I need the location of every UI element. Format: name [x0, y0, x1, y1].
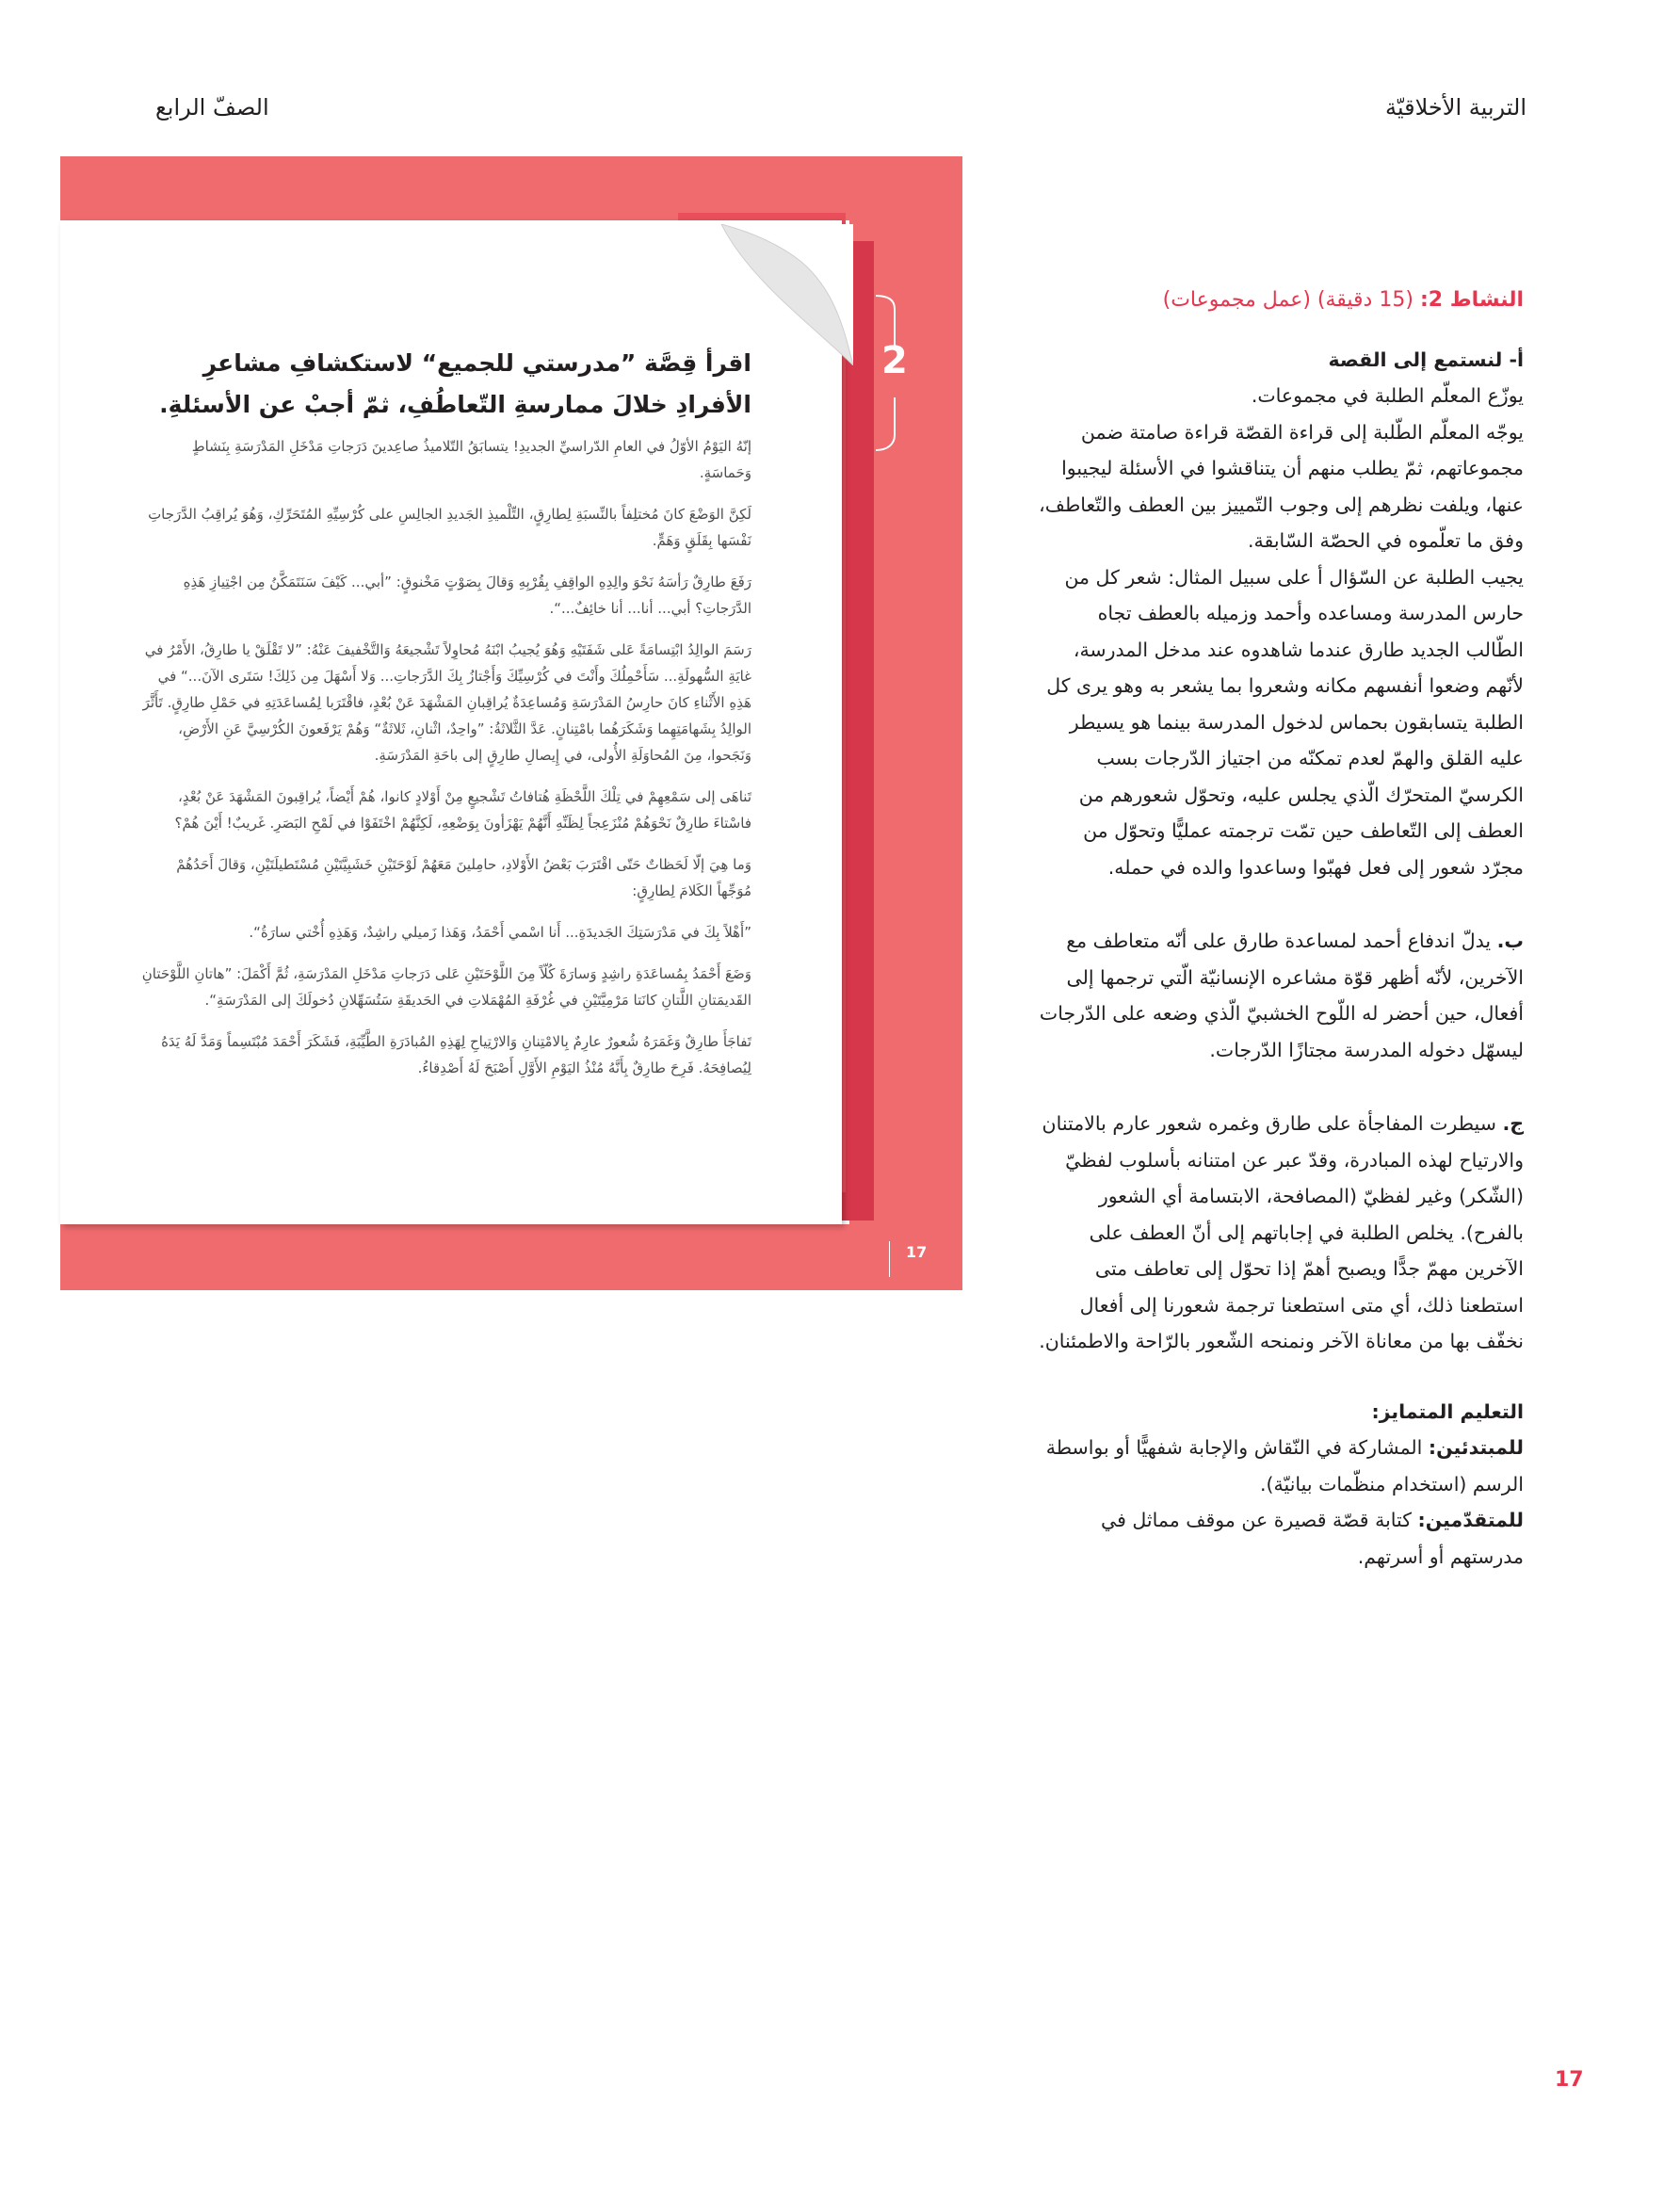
story-paragraph: رَسَمَ الوالِدُ ابْتِسامَةً عَلى شَفَتَيْهِ وَهُوَ يُجيبُ ابْنَهُ مُحاوِلاً تَشْجيعَهُ وَالتَّخْفيفَ عَنْهُ: ”لا تَقْلَقْ يا طارِقُ، الأَمْرُ في غايَةِ السُّهولَةِ... سَأَحْمِلُكَ وأَنْتَ في كُرْسِيِّكَ وَأَجْتازُ بِكَ الدَّرَجاتِ... وَلا أَسْهَلَ مِن ذَلِكَ! سَتَرى الآنَ...“ في هَذِهِ الأَثْناءِ كانَ حارِسُ المَدْرَسَةِ وَمُساعِدَةٌ يُراقِبانِ المَشْهَدَ عَنْ بُعْدٍ، فاقْتَرَبا لِمُساعَدَتِهِ في حَمْلِ طارِقٍ. تَأَثَّرَ الوالِدُ بِشَهامَتِهِما وَشَكَرَهُما بامْتِنانٍ. عَدَّ الثَّلاثَةُ: ”واحِدٌ، اثْنانِ، ثَلاثَةٌ“ وَهُمْ يَرْفَعونَ الكُرْسِيَّ عَنِ الأَرْضِ، وَنَجَحوا، مِنَ المُحاوَلَةِ الأُولى، في إِيصالِ طارِقٍ إلى باحَةِ المَدْرَسَةِ.: [142, 641, 751, 764]
section-c-text: سيطرت المفاجأة على طارق وغمره شعور عارم بالامتنان والارتياح لهذه المبادرة، وقدّ عبر عن امتنانه بأسلوب لفظيّ (الشّكر) وغير لفظيّ (المصافحة، الابتسامة أي الشعور بالفرح). يخلص الطلبة في إجاباتهم إلى أنّ العطف على الآخرين مهمّ جدًّا ويصبح أهمّ إذا تحوّل إلى تعاطف متى استطعنا ذلك، أي متى استطعنا ترجمة شعورنا إلى أفعال نخفّف بها من معاناة الآخر ونمنحه الشّعور بالرّاحة والاطمئنان.: [1039, 1112, 1524, 1352]
advanced-text: كتابة قصّة قصيرة عن موقف مماثل في مدرستهم أو أسرتهم.: [1101, 1509, 1524, 1568]
activity-duration: (15 دقيقة) (عمل مجموعات): [1162, 288, 1420, 312]
story-paragraph: ”أَهْلاً بِكَ في مَدْرَسَتِكَ الجَديدَةِ... أَنا اسْمي أَحْمَدُ، وَهَذا زَميلي راشِدٌ، وَهَذِهِ أُخْتي سارَةُ“.: [249, 924, 751, 941]
lesson-number: 2: [881, 339, 908, 382]
book-title: اقرأ قِصَّة ”مدرستي للجميع“ لاستكشافِ مشاعرِ الأفرادِ خلالَ ممارسةِ التّعاطُفِ، ثمّ أجبْ عن الأسئلةِ.: [159, 349, 751, 418]
activity-label: النشاط 2:: [1419, 288, 1524, 312]
section-a-title: أ- لنستمع إلى القصة: [1328, 348, 1524, 371]
page-number: 17: [1555, 2068, 1584, 2092]
story-paragraph: إنّهُ اليَوْمُ الأوّلُ في العامِ الدّراسيِّ الجديدِ! يتسابَقُ التّلاميذُ صاعِدينَ دَرَجاتِ مَدْخَلِ المَدْرَسَةِ بِنَشاطٍ وَحَماسَةٍ.: [191, 438, 751, 481]
section-b-label: ب.: [1496, 930, 1524, 952]
teacher-guide: [1036, 283, 1524, 1575]
section-c: [1036, 1106, 1524, 1360]
story-text: [139, 433, 751, 1096]
story-paragraph: لَكِنَّ الوَضْعَ كانَ مُختلِفاً بالنِّسبَةِ لِطارِقٍ، التِّلْميذِ الجَديدِ الجالِسِ على كُرْسِيِّهِ المُتَحَرِّكِ، وَهُوَ يُراقِبُ الدَّرَجاتِ نَفْسَها بِقَلَقٍ وَهَمٍّ.: [148, 506, 751, 549]
section-c-label: ج.: [1502, 1112, 1524, 1135]
story-paragraph: تَفاجَأَ طارِقٌ وَغَمَرَهُ شُعورٌ عارِمٌ بِالامْتِنانِ وَالارْتِياحِ لِهَذِهِ المُبادَرَةِ الطَّيِّبَةِ، فَشَكَرَ أَحْمَدَ مُبْتَسِماً وَمَدَّ لَهُ يَدَهُ لِيُصافِحَهُ. فَرِحَ طارِقٌ بِأَنَّهُ مُنْذُ اليَوْمِ الأَوَّلِ أَصْبَحَ لَهُ أَصْدِقاءُ.: [161, 1033, 751, 1076]
section-b: [1036, 923, 1524, 1068]
story-paragraph: رَفَعَ طارِقٌ رَأسَهُ نَحْوَ والِدِهِ الواقِفِ بِقُرْبِهِ وَقالَ بِصَوْتٍ مَخْنوقٍ: ”أبي... كَيْفَ سَنَتَمَكَّنُ مِن اجْتِيازِ هَذِهِ الدَّرَجاتِ؟ أبي... أنا... أنا خائِفٌ...“.: [183, 574, 751, 617]
story-paragraph: تَناهَى إلى سَمْعِهِمْ في تِلْكَ اللَّحْظَةِ هُتافاتُ تَشْجيعٍ مِنْ أَوْلادٍ كانوا، هُمْ أَيْضاً، يُراقِبونَ المَشْهَدَ عَنْ بُعْدٍ، فاسْتاءَ طارِقٌ نَحْوَهُمْ مُنْزَعِجاً لِظَنِّهِ أَنَّهُمْ يَهْزَأونَ بِوَضْعِهِ، لَكِنَّهُمْ اخْتَفَوْا في لَمْحِ البَصَرِ. غَريبٌ! أَيْنَ هُمْ؟: [174, 788, 751, 832]
book-page-divider: [889, 1241, 890, 1277]
activity-title: [1036, 283, 1524, 319]
story-paragraph: وَما هِيَ إلّا لَحَظاتٌ حَتّى اقْتَرَبَ بَعْضُ الأَوْلادِ، حامِلينَ مَعَهُمْ لَوْحَتَيْنِ خَشَبِيَّتَيْنِ مُسْتَطيلَتَيْنِ، وَقالَ أَحَدُهُمْ مُوَجِّهاً الكَلامَ لِطارِقٍ:: [176, 856, 751, 899]
beginners-text: المشاركة في النّقاش والإجابة شفهيًّا أو بواسطة الرسم (استخدام منظّمات بيانيّة).: [1045, 1436, 1524, 1496]
section-a-line: يجيب الطلبة عن السّؤال أ على سبيل المثال: شعر كل من حارس المدرسة ومساعده وأحمد وزميله بالعطف تجاه الطّالب الجديد طارق عندما شاهدوه عند مدخل المدرسة، لأنّهم وضعوا أنفسهم مكانه وشعروا بما يشعر به وهو يرى كل الطلبة يتسابقون بحماس لدخول المدرسة بينما هو يسيطر عليه القلق والهمّ لعدم تمكنّه من اجتياز الدّرجات بسب الكرسيّ المتحرّك الّذي يجلس عليه، وتحوّل شعورهم من العطف إلى التّعاطف حين تمّت ترجمته عمليًّا وتحوّل من مجرّد شعور إلى فعل فهبّوا وساعدوا والده في حمله.: [1046, 565, 1524, 879]
book-frame-top: [60, 156, 962, 220]
beginners-label: للمبتدئين:: [1428, 1436, 1524, 1459]
differentiated-title: التعليم المتمايز:: [1371, 1399, 1524, 1423]
beginners-item: [1036, 1430, 1524, 1502]
section-b-text: يدلّ اندفاع أحمد لمساعدة طارق على أنّه متعاطف مع الآخرين، لأنّه أظهر قوّة مشاعره الإنسانيّة الّتي ترجمها إلى أفعال، حين أحضر له اللّوح الخشبيّ الّذي وضعه على الدّرجات ليسهّل دخوله المدرسة مجتازًا الدّرجات.: [1039, 930, 1524, 1061]
subject-header: التربية الأخلاقيّة: [1385, 94, 1527, 121]
section-a-line: يوجّه المعلّم الطّلبة إلى قراءة القصّة قراءة صامتة ضمن مجموعاتهم، ثمّ يطلب منهم أن يتناقشوا في الأسئلة ليجيبوا عنها، ويلفت نظرهم إلى وجوب التّمييز بين العطف والتّعاطف، وفق ما تعلّموه في الحصّة السّابقة.: [1039, 420, 1524, 552]
advanced-label: للمتقدّمين:: [1417, 1509, 1524, 1531]
section-a-line: يوزّع المعلّم الطلبة في مجموعات.: [1251, 384, 1524, 407]
advanced-item: [1036, 1502, 1524, 1575]
book-page-number: 17: [906, 1243, 928, 1261]
book-frame-bottom: [60, 1224, 962, 1290]
story-paragraph: وَضَعَ أَحْمَدُ بِمُساعَدَةِ راشِدٍ وَسارَةَ كُلّاً مِنَ اللَّوْحَتَيْنِ عَلى دَرَجاتِ مَدْخَلِ المَدْرَسَةِ، ثُمَّ أَكْمَلَ: ”هاتانِ اللَّوْحَتانِ القَديمَتانِ اللَّتانِ كانَتا مَرْمِيَّتَيْنِ في غُرْفَةِ المُهْمَلاتِ في الحَديقَةِ سَتُسَهِّلانِ دُخولَكَ إلى المَدْرَسَةِ“.: [141, 965, 751, 1009]
grade-header: الصفّ الرابع: [155, 94, 269, 121]
